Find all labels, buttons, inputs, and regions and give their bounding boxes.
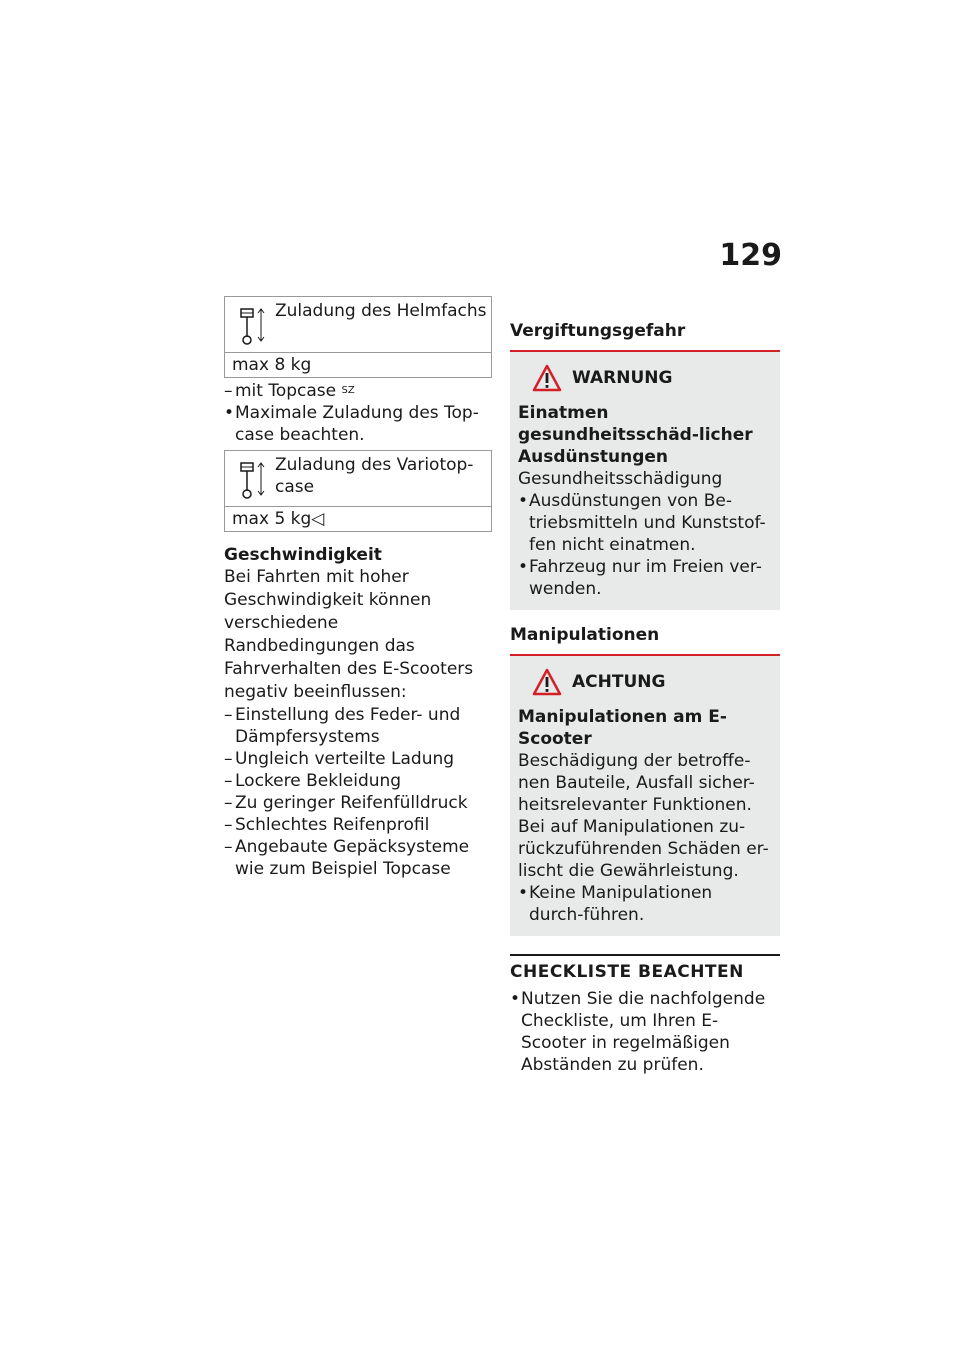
- warning-triangle-icon: [532, 668, 562, 696]
- list-item: • Maximale Zuladung des Top-case beachten.: [224, 402, 492, 446]
- spec-value: max 5 kg◁: [232, 509, 325, 529]
- warning-title: Einatmen gesundheitsschäd-licher Ausdünstungen: [518, 403, 753, 467]
- speed-paragraph: Bei Fahrten mit hoher Geschwindigkeit können verschiedene Randbedingungen das Fahrverhalten des E-Scooters negativ beeinflussen:: [224, 567, 474, 702]
- list-item: – Lockere Bekleidung: [224, 771, 402, 791]
- warning-label: WARNUNG: [572, 368, 673, 388]
- section-heading-poison: Vergiftungsgefahr: [510, 321, 686, 341]
- section-heading-speed: Geschwindigkeit: [224, 545, 382, 565]
- speed-list: [224, 704, 492, 880]
- list-item: – Ungleich verteilte Ladung: [224, 749, 455, 769]
- checklist-bullet: Nutzen Sie die nachfolgende Checkliste, um Ihren E-Scooter in regelmäßigen Abständen zu prüfen.: [521, 989, 766, 1075]
- load-weight-icon: [237, 461, 267, 501]
- list-item: – Schlechtes Reifenprofil: [224, 815, 430, 835]
- list-item: – Angebaute Gepäcksysteme wie zum Beispiel Topcase: [224, 837, 470, 879]
- left-column: [224, 296, 492, 880]
- spec-title: Zuladung des Variotop-case: [275, 455, 474, 497]
- spec-title: Zuladung des Helmfachs: [275, 301, 487, 321]
- list-item: • Keine Manipulationen durch-führen.: [518, 883, 713, 925]
- section-heading-manipulation: Manipulationen: [510, 625, 660, 645]
- attention-title: Manipulationen am E-Scooter: [518, 707, 727, 749]
- warning-triangle-icon: [532, 364, 562, 392]
- list-item: – mit Topcase $^{SZ}$: [224, 381, 355, 401]
- attention-label: ACHTUNG: [572, 672, 666, 692]
- warning-box: [510, 350, 780, 610]
- attention-box: [510, 654, 780, 936]
- checklist-heading: CHECKLISTE BEACHTEN: [510, 954, 780, 982]
- attention-consequence: Beschädigung der betroffe-nen Bauteile, Ausfall sicher-heitsrelevanter Funktionen. Bei auf Manipulationen zu-rückzuführenden Schäden er-lischt die Gewährleistung.: [518, 751, 769, 881]
- list-item: – Einstellung des Feder- und Dämpfersystems: [224, 705, 461, 747]
- list-item: • Nutzen Sie die nachfolgende Checkliste, um Ihren E-Scooter in regelmäßigen Abständen zu prüfen.: [510, 988, 780, 1076]
- list-item: • Fahrzeug nur im Freien ver-wenden.: [518, 557, 762, 599]
- right-column: [510, 296, 780, 1076]
- spec-value: max 8 kg: [232, 355, 312, 375]
- dash-topcase: mit Topcase: [235, 381, 337, 401]
- page-number: 129: [719, 238, 782, 273]
- spec-table-helmet: [224, 296, 492, 378]
- list-item: – Zu geringer Reifenfülldruck: [224, 793, 468, 813]
- list-item: • Ausdünstungen von Be-triebsmitteln und Kunststof-fen nicht einatmen.: [518, 491, 766, 555]
- load-weight-icon: [237, 307, 267, 347]
- bullet-topcase: Maximale Zuladung des Top-case beachten.: [235, 403, 479, 445]
- warning-consequence: Gesundheitsschädigung: [518, 469, 723, 489]
- superscript-sz: SZ: [341, 385, 355, 396]
- spec-table-variotop: [224, 450, 492, 532]
